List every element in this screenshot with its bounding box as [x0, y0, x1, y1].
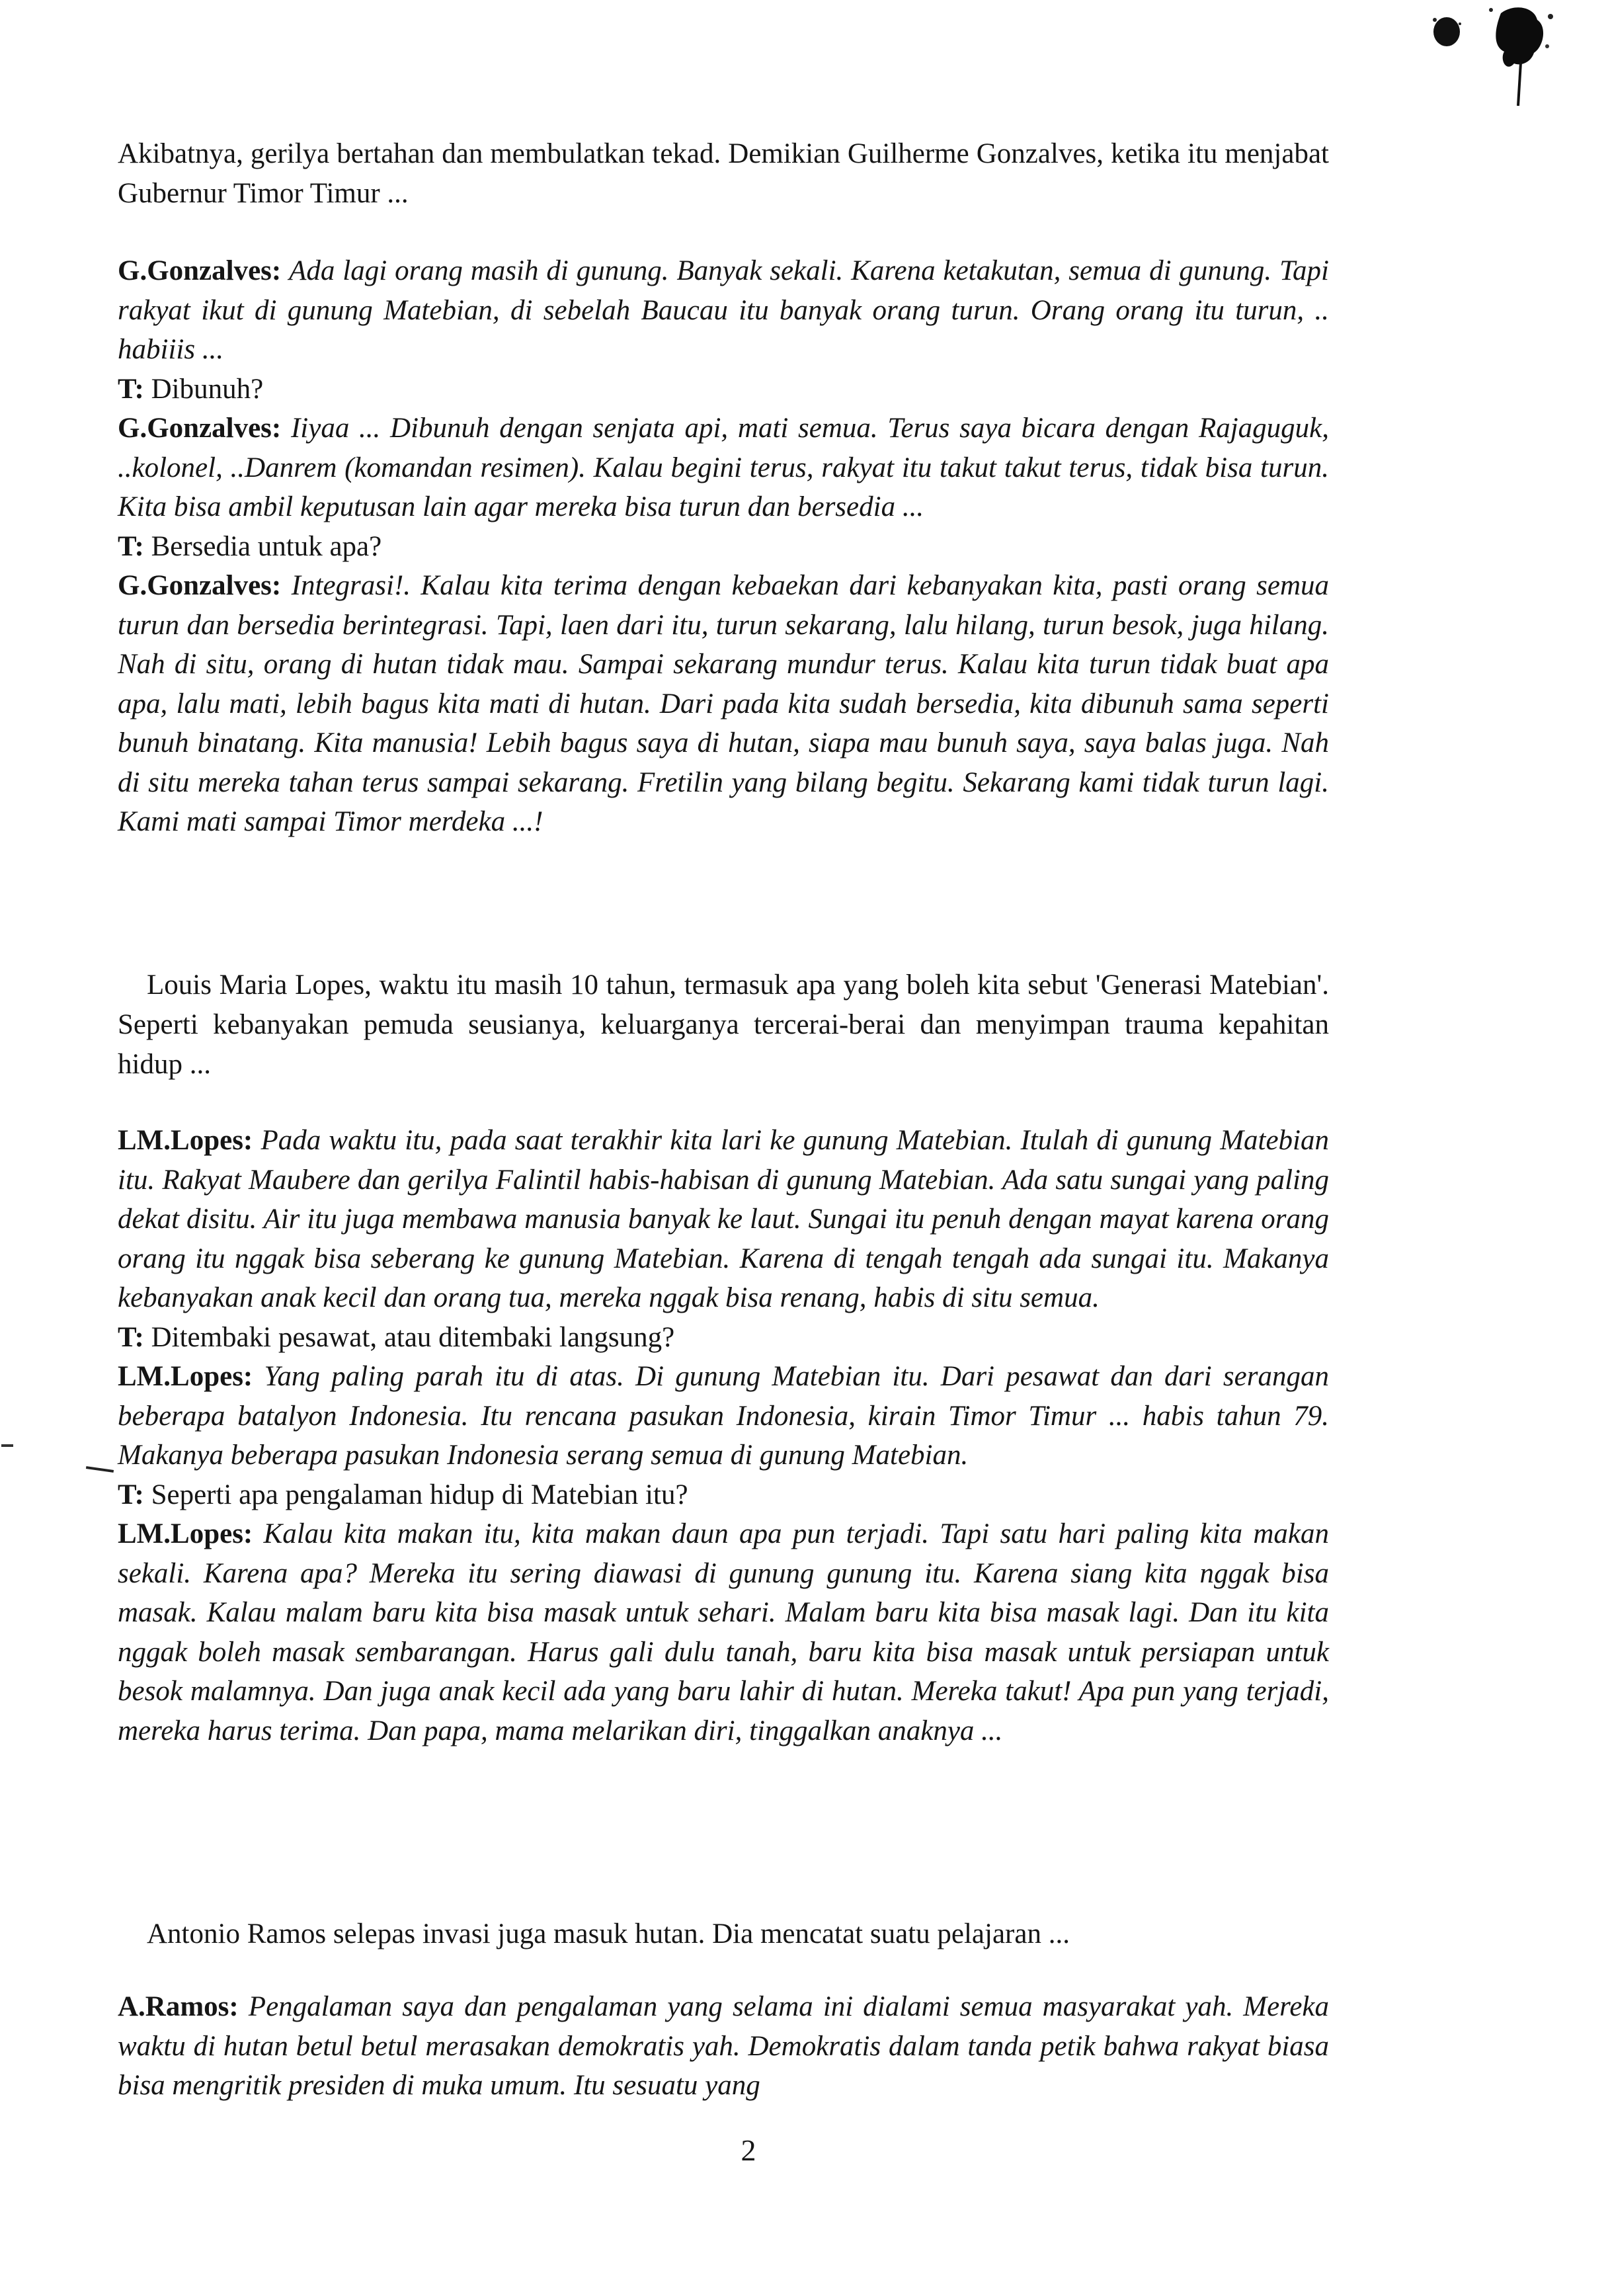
dialogue-block-gonzalves	[118, 251, 1329, 842]
narration-paragraph-lopes: Louis Maria Lopes, waktu itu masih 10 tahun, termasuk apa yang boleh kita sebut 'Generasi Matebian'. Seperti kebanyakan pemuda seusianya, keluarganya tercerai-berai dan menyimpan trauma kepahitan hidup ...	[118, 969, 1329, 1080]
speaker-label: A.Ramos:	[118, 1991, 239, 2022]
speaker-label: T:	[118, 1479, 144, 1510]
narration-paragraph-ramos: Antonio Ramos selepas invasi juga masuk hutan. Dia mencatat suatu pelajaran ...	[147, 1918, 1070, 1949]
dialogue-block-lopes	[118, 1121, 1329, 1750]
dialogue-text: Seperti apa pengalaman hidup di Matebian itu?	[151, 1479, 688, 1510]
speaker-label: T:	[118, 1321, 144, 1353]
dialogue-text: Pada waktu itu, pada saat terakhir kita lari ke gunung Matebian. Itulah di gunung Matebian itu. Rakyat Maubere dan gerilya Falintil habis-habisan di gunung Matebian. Ada satu sungai yang paling dekat disitu. Air itu juga membawa manusia banyak ke laut. Sungai itu penuh dengan mayat karena orang orang itu nggak bisa seberang ke gunung Matebian. Karena di tengah tengah ada sungai itu. Makanya kebanyakan anak kecil dan orang tua, mereka nggak bisa renang, habis di situ semua.	[118, 1125, 1330, 1313]
margin-speck-mark	[1, 1444, 13, 1447]
speaker-label: LM.Lopes:	[118, 1518, 253, 1549]
margin-dash-mark	[86, 1466, 114, 1473]
dialogue-text: Pengalaman saya dan pengalaman yang selama ini dialami semua masyarakat yah. Mereka waktu di hutan betul betul merasakan demokratis yah. Demokratis dalam tanda petik bahwa rakyat biasa bisa mengritik presiden di muka umum. Itu sesuatu yang	[118, 1991, 1329, 2101]
ink-splatter-mark	[1422, 0, 1593, 119]
speaker-label: LM.Lopes:	[118, 1125, 253, 1156]
dialogue-text: Ditembaki pesawat, atau ditembaki langsung?	[151, 1321, 675, 1353]
speaker-label: G.Gonzalves:	[118, 570, 282, 601]
intro-paragraph: Akibatnya, gerilya bertahan dan membulatkan tekad. Demikian Guilherme Gonzalves, ketika itu menjabat Gubernur Timor Timur ...	[118, 138, 1329, 209]
dialogue-text: Yang paling parah itu di atas. Di gunung Matebian itu. Dari pesawat dan dari serangan beberapa batalyon Indonesia. Itu rencana pasukan Indonesia, kirain Timor Timur ... habis tahun 79. Makanya beberapa pasukan Indonesia serang semua di gunung Matebian.	[118, 1361, 1329, 1471]
speaker-label: LM.Lopes:	[118, 1361, 253, 1392]
speaker-label: T:	[118, 373, 144, 405]
dialogue-block-ramos	[118, 1987, 1329, 2106]
speaker-label: T:	[118, 530, 144, 562]
dialogue-text: Bersedia untuk apa?	[151, 530, 382, 562]
dialogue-text: Dibunuh?	[151, 373, 264, 405]
page-number: 2	[741, 2133, 756, 2167]
dialogue-text: Kalau kita makan itu, kita makan daun apa pun terjadi. Tapi satu hari paling kita makan sekali. Karena apa? Mereka itu sering diawasi di gunung gunung itu. Karena siang kita nggak bisa masak. Kalau malam baru kita bisa masak untuk sehari. Malam baru kita bisa masak lagi. Dan itu kita nggak boleh masak sembarangan. Harus gali dulu tanah, baru kita bisa masak untuk persiapan untuk besok malamnya. Dan juga anak kecil ada yang baru lahir di hutan. Mereka takut! Apa pun yang terjadi, mereka harus terima. Dan papa, mama melarikan diri, tinggalkan anaknya ...	[118, 1518, 1330, 1746]
dialogue-text: Integrasi!. Kalau kita terima dengan kebaekan dari kebanyakan kita, pasti orang semua turun dan bersedia berintegrasi. Tapi, laen dari itu, turun sekarang, lalu hilang, turun besok, juga hilang. Nah di situ, orang di hutan tidak mau. Sampai sekarang mundur terus. Kalau kita turun tidak buat apa apa, lalu mati, lebih bagus kita mati di hutan. Dari pada kita sudah bersedia, kita dibunuh sama seperti bunuh binatang. Kita manusia! Lebih bagus saya di hutan, siapa mau bunuh saya, saya balas juga. Nah di situ mereka tahan terus sampai sekarang. Fretilin yang bilang begitu. Sekarang kami tidak turun lagi. Kami mati sampai Timor merdeka ...!	[118, 570, 1330, 837]
dialogue-text: Ada lagi orang masih di gunung. Banyak sekali. Karena ketakutan, semua di gunung. Tapi rakyat ikut di gunung Matebian, di sebelah Baucau itu banyak orang turun. Orang orang itu turun, .. habiiis ...	[118, 255, 1329, 365]
speaker-label: G.Gonzalves:	[118, 255, 282, 286]
dialogue-text: Iiyaa ... Dibunuh dengan senjata api, mati semua. Terus saya bicara dengan Rajaguguk, ..kolonel, ..Danrem (komandan resimen). Kalau begini terus, rakyat itu takut takut terus, tidak bisa turun. Kita bisa ambil keputusan lain agar mereka bisa turun dan bersedia ...	[118, 413, 1330, 522]
speaker-label: G.Gonzalves:	[118, 413, 282, 444]
